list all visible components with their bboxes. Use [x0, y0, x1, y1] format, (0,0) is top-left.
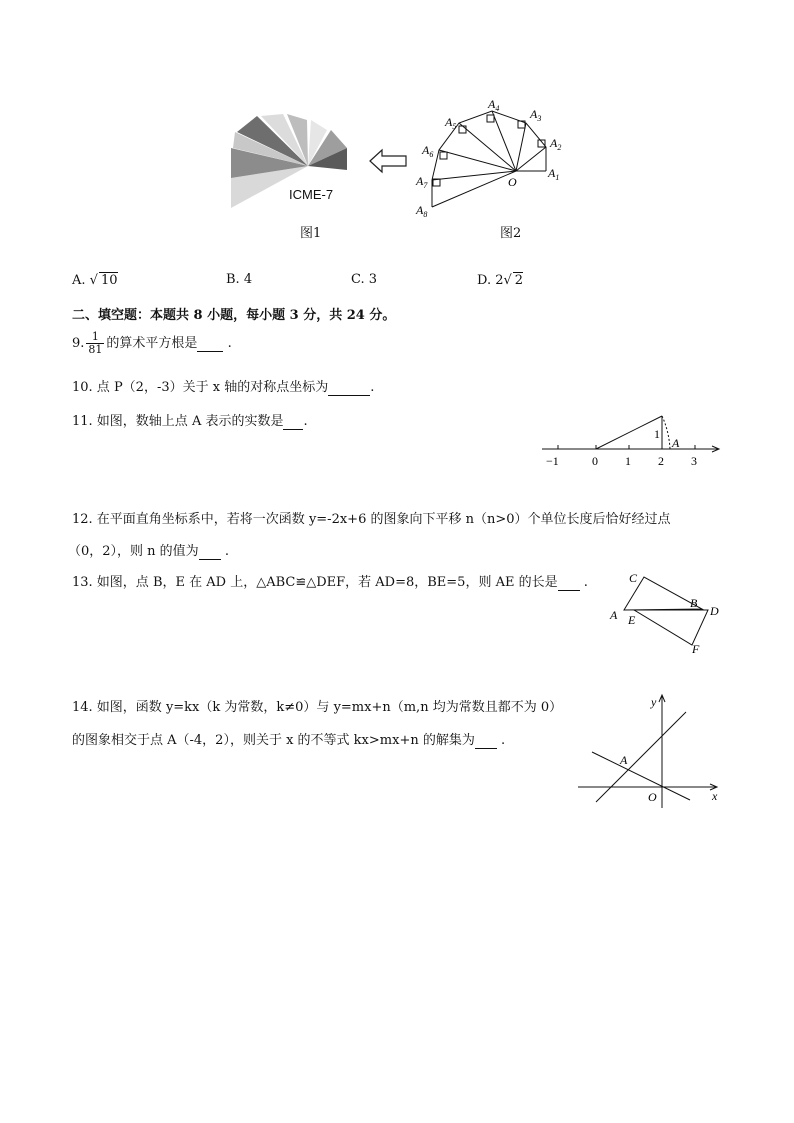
question-14-line-2: 的图象相交于点 A（-4，2），则关于 x 的不等式 kx>mx+n 的解集为 . — [72, 733, 506, 748]
label-A: A — [610, 608, 618, 622]
label-A2: $A_2$ — [550, 136, 562, 152]
origin-label: O — [648, 790, 657, 804]
option-b: B. 4 — [226, 272, 253, 287]
number-line-figure — [538, 406, 724, 470]
answer-blank — [197, 336, 223, 352]
question-14-line-1: 14. 如图，函数 y=kx（k 为常数，k≠0）与 y=mx+n（m,n 均为常数且都不为 0） — [72, 700, 563, 715]
question-13: 13. 如图，点 B，E 在 AD 上，△ABC≌△DEF，若 AD=8，BE=5，则 AE 的长是 . — [72, 575, 588, 590]
label-A1: $A_1$ — [548, 166, 560, 182]
label-A3: $A_3$ — [530, 107, 542, 123]
left-arrow-icon — [368, 148, 408, 174]
question-12-line-1: 12. 在平面直角坐标系中，若将一次函数 y=-2x+6 的图象向下平移 n（n>0）个单位长度后恰好经过点 — [72, 512, 671, 527]
answer-blank — [283, 414, 303, 430]
point-label-A: A — [620, 753, 628, 767]
answer-blank — [558, 575, 580, 591]
question-11: 11. 如图，数轴上点 A 表示的实数是 . — [72, 414, 308, 429]
label-A5: $A_5$ — [445, 115, 457, 131]
label-F: F — [692, 642, 700, 656]
side-label-1: 1 — [654, 427, 660, 441]
tick-label: −1 — [546, 454, 559, 468]
tick-label: 1 — [625, 454, 631, 468]
figure-1-caption: 图1 — [300, 226, 322, 241]
label-A6: $A_6$ — [422, 143, 434, 159]
question-10: 10. 点 P（2，-3）关于 x 轴的对称点坐标为 . — [72, 380, 375, 395]
congruent-triangles-figure — [604, 567, 724, 659]
answer-blank — [328, 380, 370, 396]
answer-blank — [475, 733, 497, 749]
label-C: C — [629, 571, 638, 585]
section-title: 二、填空题：本题共 8 小题，每小题 3 分，共 24 分。 — [72, 308, 396, 323]
y-axis-label: y — [651, 695, 657, 709]
label-E: E — [628, 613, 636, 627]
coordinate-graph-figure — [574, 690, 724, 810]
question-9: 9. $\frac{1}{81}$ 的算术平方根是 . — [72, 330, 232, 356]
point-label-A: A — [672, 436, 680, 450]
label-A4: $A_4$ — [488, 97, 500, 113]
option-c: C. 3 — [351, 272, 378, 287]
label-A8: $A_8$ — [416, 203, 428, 219]
sqrt-icon: √ — [89, 273, 98, 288]
tick-label: 3 — [691, 454, 697, 468]
option-a: A. √ 10 — [72, 273, 118, 288]
figure-2-caption: 图2 — [500, 226, 522, 241]
label-D: D — [710, 604, 719, 618]
sqrt-icon: √ — [503, 273, 512, 288]
label-A7: $A_7$ — [416, 174, 428, 190]
figure-2-spiral — [412, 95, 572, 220]
label-O: O — [508, 175, 517, 189]
tick-label: 2 — [658, 454, 664, 468]
x-axis-label: x — [712, 789, 718, 803]
option-d: D. 2√ 2 — [477, 273, 524, 288]
tick-label: 0 — [592, 454, 598, 468]
label-B: B — [690, 596, 698, 610]
icme-logo-text: ICME-7 — [289, 187, 334, 202]
question-12-line-2: （0，2），则 n 的值为 . — [68, 544, 229, 559]
answer-blank — [199, 544, 221, 560]
